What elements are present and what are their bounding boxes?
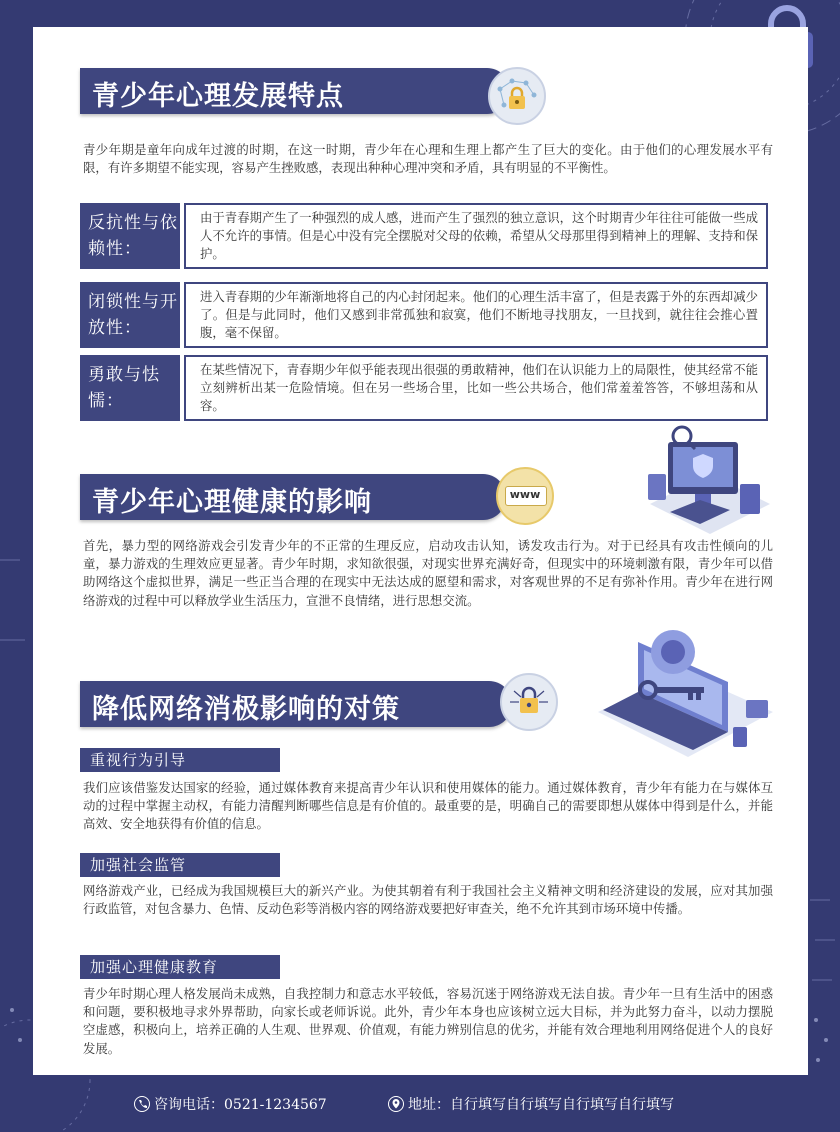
strategy-text: 我们应该借鉴发达国家的经验，通过媒体教育来提高青少年认识和使用媒体的能力。通过媒体教育，青少年有能力在与媒体互动的过程中掌握主动权，有能力清醒判断哪些信息是有价值的。最重要的是，明确自己的需要即想从媒体中得到是什么，并能高效、安全地获得有价值的信息。 bbox=[83, 780, 773, 832]
section1-header bbox=[80, 68, 510, 114]
www-label: www bbox=[509, 488, 541, 501]
strategy-text: 青少年时期心理人格发展尚未成熟，自我控制力和意志水平较低，容易沉迷于网络游戏无法自拔。青少年一旦有生活中的困惑和问题，要积极地寻求外界帮助，向家长或老师诉说。此外，青少年本身也应该树立远大目标，并为此努力奋斗，以动力摆脱空虚感，积极向上，培养正确的人生观、世界观、价值观，有能力辨别信息的优劣，并能有效合理地利用网络促进个人的良好发展。 bbox=[83, 986, 773, 1056]
www-icon bbox=[496, 467, 554, 525]
network-lock-icon bbox=[488, 67, 546, 125]
trait-description: 由于青春期产生了一种强烈的成人感，进而产生了强烈的独立意识，这个时期青少年往往可能做一些成人不允许的事情。但是心中没有完全摆脱对父母的依赖，希望从父母那里得到精神上的理解、支持和保护。 bbox=[184, 203, 768, 269]
trait-label: 闭锁性与开放性： bbox=[80, 282, 180, 348]
strategy-text: 网络游戏产业，已经成为我国规模巨大的新兴产业。为使其朝着有利于我国社会主义精神文明和经济建设的发展，应对其加强行政监管，对包含暴力、色情、反动色彩等消极内容的网络游戏要把好审查关，绝不允许其到市场环境中传播。 bbox=[83, 883, 773, 917]
section2-title: 青少年心理健康的影响 bbox=[92, 487, 372, 518]
section2-body: 首先，暴力型的网络游戏会引发青少年的不正常的生理反应，启动攻击认知，诱发攻击行为。对于已经具有攻击性倾向的儿童，暴力游戏的生理效应更显著。青少年时期，求知欲很强，对现实世界充满好奇，但现实中的环境刺激有限，青少年可以借助网络这个虚拟世界，满足一些正当合理的在现实中无法达成的愿望和需求，对客观世界的不足有弥补作用。青少年在进行网络游戏的过程中可以释放学业生活压力，宣泄不良情绪，进行思想交流。 bbox=[83, 538, 773, 608]
footer-address-text: 地址：自行填写自行填写自行填写自行填写 bbox=[408, 1097, 674, 1113]
trait-description: 进入青春期的少年渐渐地将自己的内心封闭起来。他们的心理生活丰富了，但是表露于外的东西却减少了。但是与此同时，他们又感到非常孤独和寂寞，他们不断地寻找朋友，一旦找到，就往往会推心置腹，毫不保留。 bbox=[184, 282, 768, 348]
section3-header bbox=[80, 681, 512, 727]
strategy-heading: 加强心理健康教育 bbox=[80, 955, 280, 979]
strategy-heading: 重视行为引导 bbox=[80, 748, 280, 772]
section1-intro: 青少年期是童年向成年过渡的时期，在这一时期，青少年在心理和生理上都产生了巨大的变化。由于他们的心理发展水平有限，有许多期望不能实现，容易产生挫败感，表现出种种心理冲突和矛盾，具有明显的不平衡性。 bbox=[83, 142, 773, 176]
footer-address bbox=[388, 1094, 674, 1116]
footer-phone-text: 咨询电话：0521-1234567 bbox=[154, 1097, 327, 1113]
strategy-heading: 加强社会监管 bbox=[80, 853, 280, 877]
location-icon bbox=[388, 1096, 404, 1116]
trait-label: 反抗性与依赖性： bbox=[80, 203, 180, 269]
footer-phone bbox=[134, 1094, 327, 1116]
computer-security-icon bbox=[640, 424, 775, 544]
section2-header bbox=[80, 474, 506, 520]
phone-icon bbox=[134, 1096, 150, 1116]
key-lock-icon bbox=[500, 673, 558, 731]
laptop-key-icon bbox=[578, 612, 778, 762]
trait-label: 勇敢与怯懦： bbox=[80, 355, 180, 421]
trait-description: 在某些情况下，青春期少年似乎能表现出很强的勇敢精神，他们在认识能力上的局限性，使其经常不能立刻辨析出某一危险情境。但在另一些场合里，比如一些公共场合，他们常羞羞答答，不够坦荡和从容。 bbox=[184, 355, 768, 421]
section3-title: 降低网络消极影响的对策 bbox=[92, 694, 400, 725]
section1-title: 青少年心理发展特点 bbox=[92, 81, 344, 112]
